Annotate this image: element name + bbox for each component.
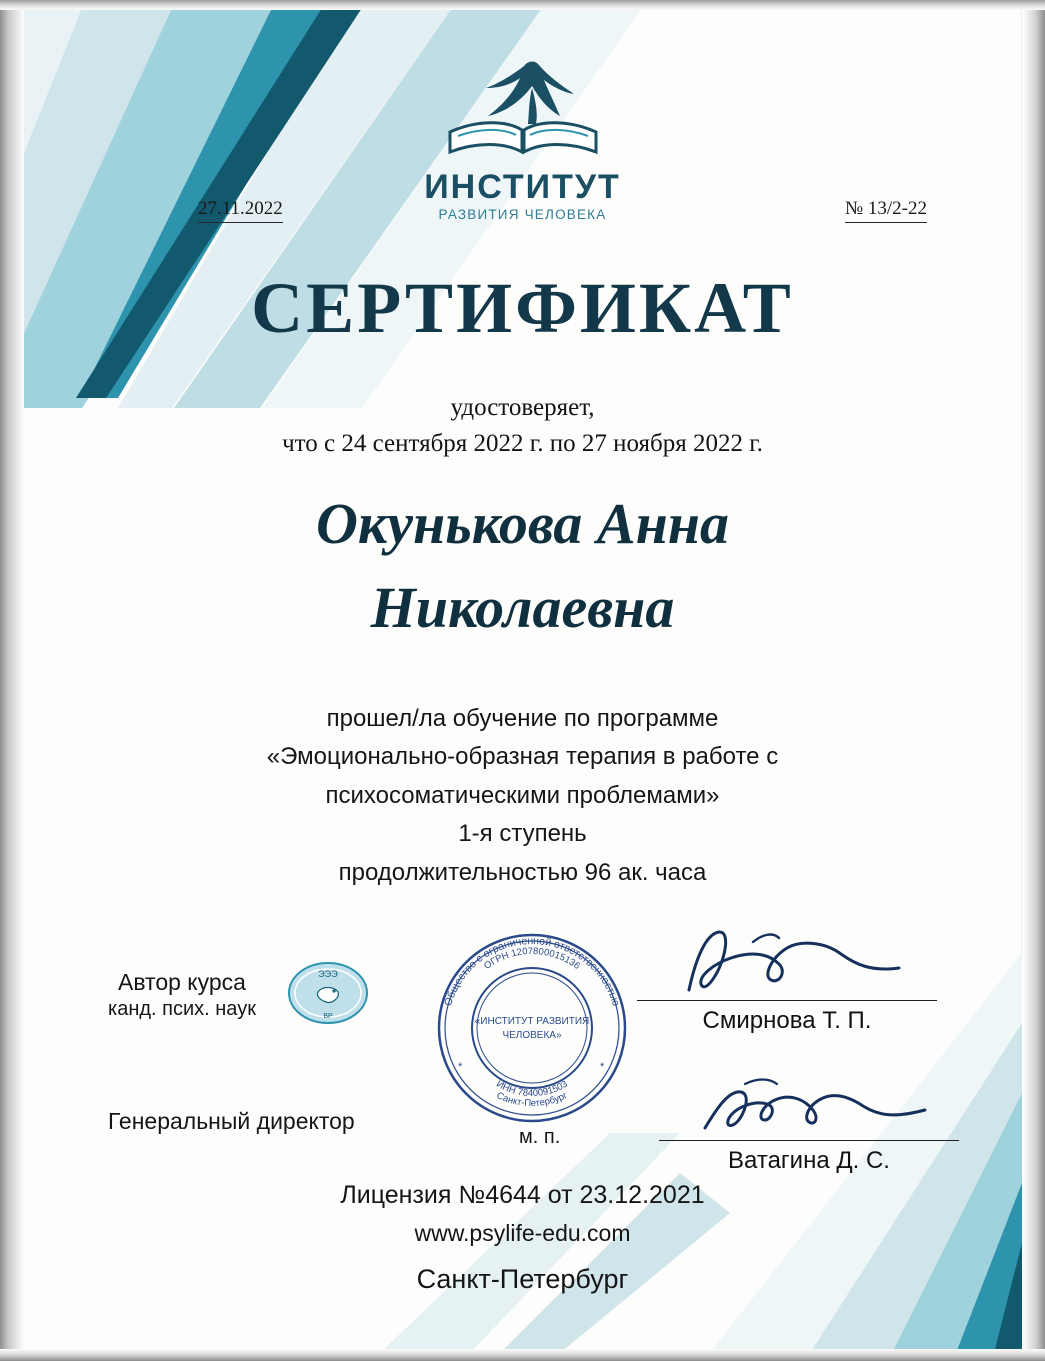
website-line[interactable]: www.psylife-edu.com (414, 1220, 631, 1247)
program-stage: 1-я ступень (458, 820, 587, 848)
document-date: 27.11.2022 (198, 198, 283, 223)
completed-line: прошел/ла обучение по программе (326, 705, 719, 732)
signer-name-2: Ватагина Д. С. (659, 1140, 959, 1175)
bird-over-open-book-icon (428, 58, 618, 168)
svg-text:*: * (458, 1061, 463, 1073)
recipient-name-line-2: Николаевна (370, 575, 675, 641)
signature-area (0, 940, 1045, 1200)
attests-line: удостоверяет, (450, 394, 595, 421)
svg-text:ЧЕЛОВЕКА»: ЧЕЛОВЕКА» (502, 1030, 562, 1041)
svg-text:ОГРН 1207800015136: ОГРН 1207800015136 (482, 945, 582, 972)
period-line: что с 24 сентября 2022 г. по 27 ноября 2022 г. (282, 430, 763, 458)
footer (0, 1177, 1045, 1303)
logo-tagline: РАЗВИТИЯ ЧЕЛОВЕКА (438, 207, 607, 222)
author-role-label: Автор курса (118, 969, 246, 995)
handwritten-signature-icon (695, 1070, 945, 1150)
document-number: № 13/2-22 (845, 198, 927, 223)
program-duration: продолжительностью 96 ак. часа (338, 858, 707, 886)
scan-edge-bottom (0, 1349, 1045, 1361)
license-line: Лицензия №4644 от 23.12.2021 (340, 1180, 705, 1209)
svg-text:«ИНСТИТУТ РАЗВИТИЯ: «ИНСТИТУТ РАЗВИТИЯ (474, 1016, 590, 1027)
handwritten-signature-icon (675, 920, 925, 1010)
logo-title: ИНСТИТУТ (424, 168, 621, 206)
svg-text:Общество с ограниченной ответс: Общество с ограниченной ответственностью (442, 934, 622, 1008)
svg-text:ИНН 7840091503: ИНН 7840091503 (494, 1078, 570, 1100)
recipient-name-line-1: Окунькова Анна (315, 491, 730, 556)
institute-logo (373, 58, 673, 222)
certificate-body (0, 390, 1045, 463)
svg-text:*: * (600, 1061, 605, 1073)
author-role (108, 968, 256, 1022)
scan-edge-top (0, 0, 1045, 10)
program-details (0, 700, 1045, 892)
page-title: СЕРТИФИКАТ (251, 268, 794, 348)
scan-edge-left (0, 0, 24, 1361)
recipient-name (0, 482, 1045, 650)
signer-name-1: Смирнова Т. П. (637, 1000, 937, 1035)
author-degree-label: канд. псих. наук (108, 997, 256, 1020)
program-title-line-1: «Эмоционально-образная терапия в работе с (266, 743, 779, 771)
scan-edge-right (1023, 0, 1045, 1361)
city-line: Санкт-Петербург (416, 1264, 629, 1295)
stamp-place-label: м. п. (519, 1126, 561, 1148)
svg-text:ЭЭЭ: ЭЭЭ (318, 969, 338, 979)
program-title-line-2: психосоматическими проблемами» (325, 781, 720, 809)
svg-text:Санкт-Петербург: Санкт-Петербург (494, 1090, 570, 1110)
director-role-label: Генеральный директор (108, 1108, 355, 1134)
svg-text:ВР: ВР (323, 1013, 333, 1020)
